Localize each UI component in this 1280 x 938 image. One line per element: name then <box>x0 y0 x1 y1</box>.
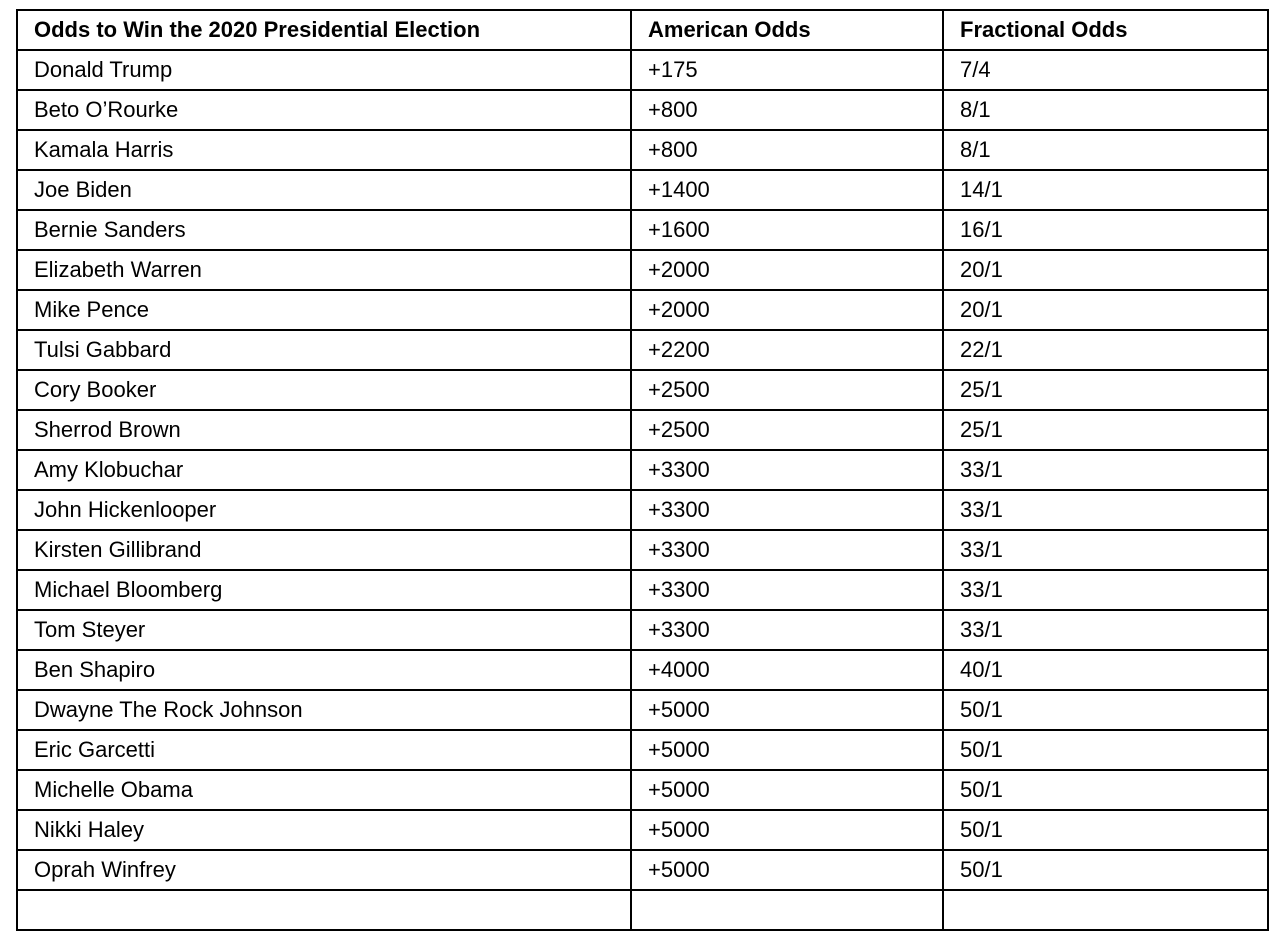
table-row <box>17 850 1268 890</box>
candidate-cell: Elizabeth Warren <box>17 250 631 290</box>
candidate-cell: Michelle Obama <box>17 770 631 810</box>
american-odds-cell: +2200 <box>631 330 943 370</box>
american-odds-cell: +5000 <box>631 810 943 850</box>
fractional-odds-cell: 8/1 <box>943 90 1268 130</box>
table-row <box>17 130 1268 170</box>
candidate-cell: Nikki Haley <box>17 810 631 850</box>
american-odds-cell: +3300 <box>631 450 943 490</box>
candidate-cell: Ben Shapiro <box>17 650 631 690</box>
candidate-cell: Sherrod Brown <box>17 410 631 450</box>
fractional-odds-cell: 50/1 <box>943 770 1268 810</box>
fractional-odds-cell: 25/1 <box>943 370 1268 410</box>
american-odds-cell: +5000 <box>631 690 943 730</box>
american-odds-cell: +1400 <box>631 170 943 210</box>
candidate-cell: Tulsi Gabbard <box>17 330 631 370</box>
candidate-cell <box>17 890 631 930</box>
candidate-cell: Tom Steyer <box>17 610 631 650</box>
american-odds-cell: +800 <box>631 130 943 170</box>
american-odds-cell: +2500 <box>631 410 943 450</box>
candidate-cell: Kirsten Gillibrand <box>17 530 631 570</box>
header-american-odds: American Odds <box>631 10 943 50</box>
candidate-cell: Joe Biden <box>17 170 631 210</box>
fractional-odds-cell: 22/1 <box>943 330 1268 370</box>
table-row <box>17 330 1268 370</box>
fractional-odds-cell: 25/1 <box>943 410 1268 450</box>
american-odds-cell: +5000 <box>631 730 943 770</box>
american-odds-cell: +2500 <box>631 370 943 410</box>
fractional-odds-cell: 33/1 <box>943 450 1268 490</box>
candidate-cell: Oprah Winfrey <box>17 850 631 890</box>
fractional-odds-cell: 20/1 <box>943 250 1268 290</box>
candidate-cell: Donald Trump <box>17 50 631 90</box>
fractional-odds-cell: 50/1 <box>943 810 1268 850</box>
table-row <box>17 250 1268 290</box>
table-header-row <box>17 10 1268 50</box>
candidate-cell: Cory Booker <box>17 370 631 410</box>
table-row <box>17 210 1268 250</box>
fractional-odds-cell: 33/1 <box>943 530 1268 570</box>
table-row <box>17 770 1268 810</box>
fractional-odds-cell: 50/1 <box>943 730 1268 770</box>
american-odds-cell: +3300 <box>631 570 943 610</box>
fractional-odds-cell: 50/1 <box>943 690 1268 730</box>
candidate-cell: John Hickenlooper <box>17 490 631 530</box>
american-odds-cell: +175 <box>631 50 943 90</box>
table-row <box>17 90 1268 130</box>
table-row <box>17 610 1268 650</box>
american-odds-cell: +3300 <box>631 530 943 570</box>
american-odds-cell: +3300 <box>631 490 943 530</box>
american-odds-cell: +1600 <box>631 210 943 250</box>
fractional-odds-cell: 8/1 <box>943 130 1268 170</box>
fractional-odds-cell: 16/1 <box>943 210 1268 250</box>
odds-table <box>16 9 1269 931</box>
fractional-odds-cell: 33/1 <box>943 610 1268 650</box>
american-odds-cell: +5000 <box>631 770 943 810</box>
american-odds-cell <box>631 890 943 930</box>
candidate-cell: Bernie Sanders <box>17 210 631 250</box>
header-candidate: Odds to Win the 2020 Presidential Election <box>17 10 631 50</box>
fractional-odds-cell: 33/1 <box>943 570 1268 610</box>
table-row <box>17 290 1268 330</box>
candidate-cell: Kamala Harris <box>17 130 631 170</box>
american-odds-cell: +5000 <box>631 850 943 890</box>
american-odds-cell: +4000 <box>631 650 943 690</box>
candidate-cell: Beto O’Rourke <box>17 90 631 130</box>
table-row <box>17 730 1268 770</box>
fractional-odds-cell: 14/1 <box>943 170 1268 210</box>
fractional-odds-cell: 40/1 <box>943 650 1268 690</box>
fractional-odds-cell: 50/1 <box>943 850 1268 890</box>
table-row <box>17 650 1268 690</box>
table-row <box>17 690 1268 730</box>
fractional-odds-cell: 20/1 <box>943 290 1268 330</box>
table-row <box>17 410 1268 450</box>
american-odds-cell: +2000 <box>631 290 943 330</box>
candidate-cell: Amy Klobuchar <box>17 450 631 490</box>
candidate-cell: Michael Bloomberg <box>17 570 631 610</box>
fractional-odds-cell: 7/4 <box>943 50 1268 90</box>
table-row <box>17 890 1268 930</box>
candidate-cell: Dwayne The Rock Johnson <box>17 690 631 730</box>
fractional-odds-cell: 33/1 <box>943 490 1268 530</box>
header-fractional-odds: Fractional Odds <box>943 10 1268 50</box>
fractional-odds-cell <box>943 890 1268 930</box>
candidate-cell: Eric Garcetti <box>17 730 631 770</box>
table-row <box>17 50 1268 90</box>
table-row <box>17 570 1268 610</box>
candidate-cell: Mike Pence <box>17 290 631 330</box>
american-odds-cell: +2000 <box>631 250 943 290</box>
table-row <box>17 530 1268 570</box>
table-row <box>17 490 1268 530</box>
american-odds-cell: +800 <box>631 90 943 130</box>
table-row <box>17 170 1268 210</box>
table-row <box>17 810 1268 850</box>
table-row <box>17 450 1268 490</box>
american-odds-cell: +3300 <box>631 610 943 650</box>
table-row <box>17 370 1268 410</box>
